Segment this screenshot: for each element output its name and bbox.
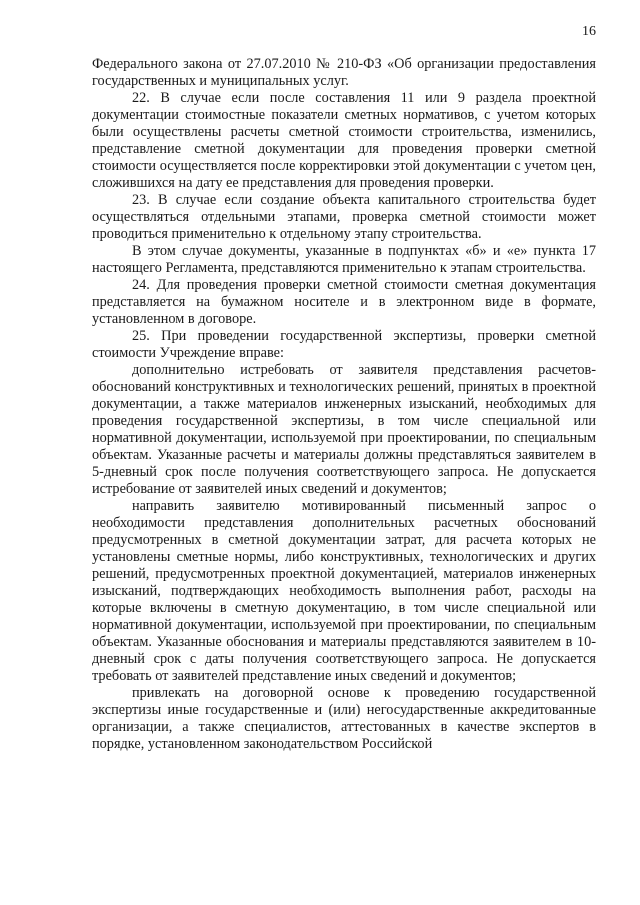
paragraph-25: 25. При проведении государственной экспертизы, проверки сметной стоимости Учреждение вправе: <box>92 328 596 361</box>
paragraph-25-item-1: дополнительно истребовать от заявителя представления расчетов-обоснований конструктивных и технологических решений, принятых в проектной документации, а также материалов инженерных изысканий, необходимых для проведения государственной экспертизы, в том числе специальной или нормативной документации, используемой при проектировании, по специальным объектам. Указанные расчеты и материалы должны представляться заявителем в 5-дневный срок после получения соответствующего запроса. Не допускается истребование от заявителей иных сведений и документов; <box>92 362 596 497</box>
paragraph-23-note: В этом случае документы, указанные в подпунктах «б» и «е» пункта 17 настоящего Регламента, представляются применительно к этапам строительства. <box>92 243 596 276</box>
paragraph-23: 23. В случае если создание объекта капитального строительства будет осуществляться отдельными этапами, проверка сметной стоимости может проводиться применительно к отдельному этапу строительства. <box>92 192 596 242</box>
paragraph-22: 22. В случае если после составления 11 или 9 раздела проектной документации стоимостные показатели сметных нормативов, с учетом которых были осуществлены расчеты сметной стоимости строительства, изменились, представление сметной документации для проведения проверки сметной стоимости осуществляется после корректировки этой документации с учетом цен, сложившихся на дату ее представления для проведения проверки. <box>92 90 596 191</box>
paragraph-24: 24. Для проведения проверки сметной стоимости сметная документация представляется на бумажном носителе и в электронном виде в формате, установленном в договоре. <box>92 277 596 327</box>
paragraph-25-item-3: привлекать на договорной основе к проведению государственной экспертизы иные государственные и (или) негосударственные аккредитованные организации, а также специалистов, аттестованных в качестве экспертов в порядке, установленном законодательством Российской <box>92 685 596 752</box>
paragraph-continuation: Федерального закона от 27.07.2010 № 210-ФЗ «Об организации предоставления государственных и муниципальных услуг. <box>92 56 596 89</box>
page-number: 16 <box>582 24 596 39</box>
document-body <box>92 56 596 753</box>
paragraph-25-item-2: направить заявителю мотивированный письменный запрос о необходимости представления дополнительных расчетных обоснований предусмотренных в сметной документации затрат, для расчета которых не установлены сметные нормы, либо конструктивных, технологических и других решений, предусмотренных проектной документацией, материалов инженерных изысканий, подтверждающих необходимость выполнения работ, расходы на которые включены в сметную документацию, в том числе специальной или нормативной документации, используемой при проектировании, по специальным объектам. Указанные обоснования и материалы представляются заявителем в 10-дневный срок с даты получения соответствующего запроса. Не допускается требовать от заявителей представление иных сведений и документов; <box>92 498 596 684</box>
